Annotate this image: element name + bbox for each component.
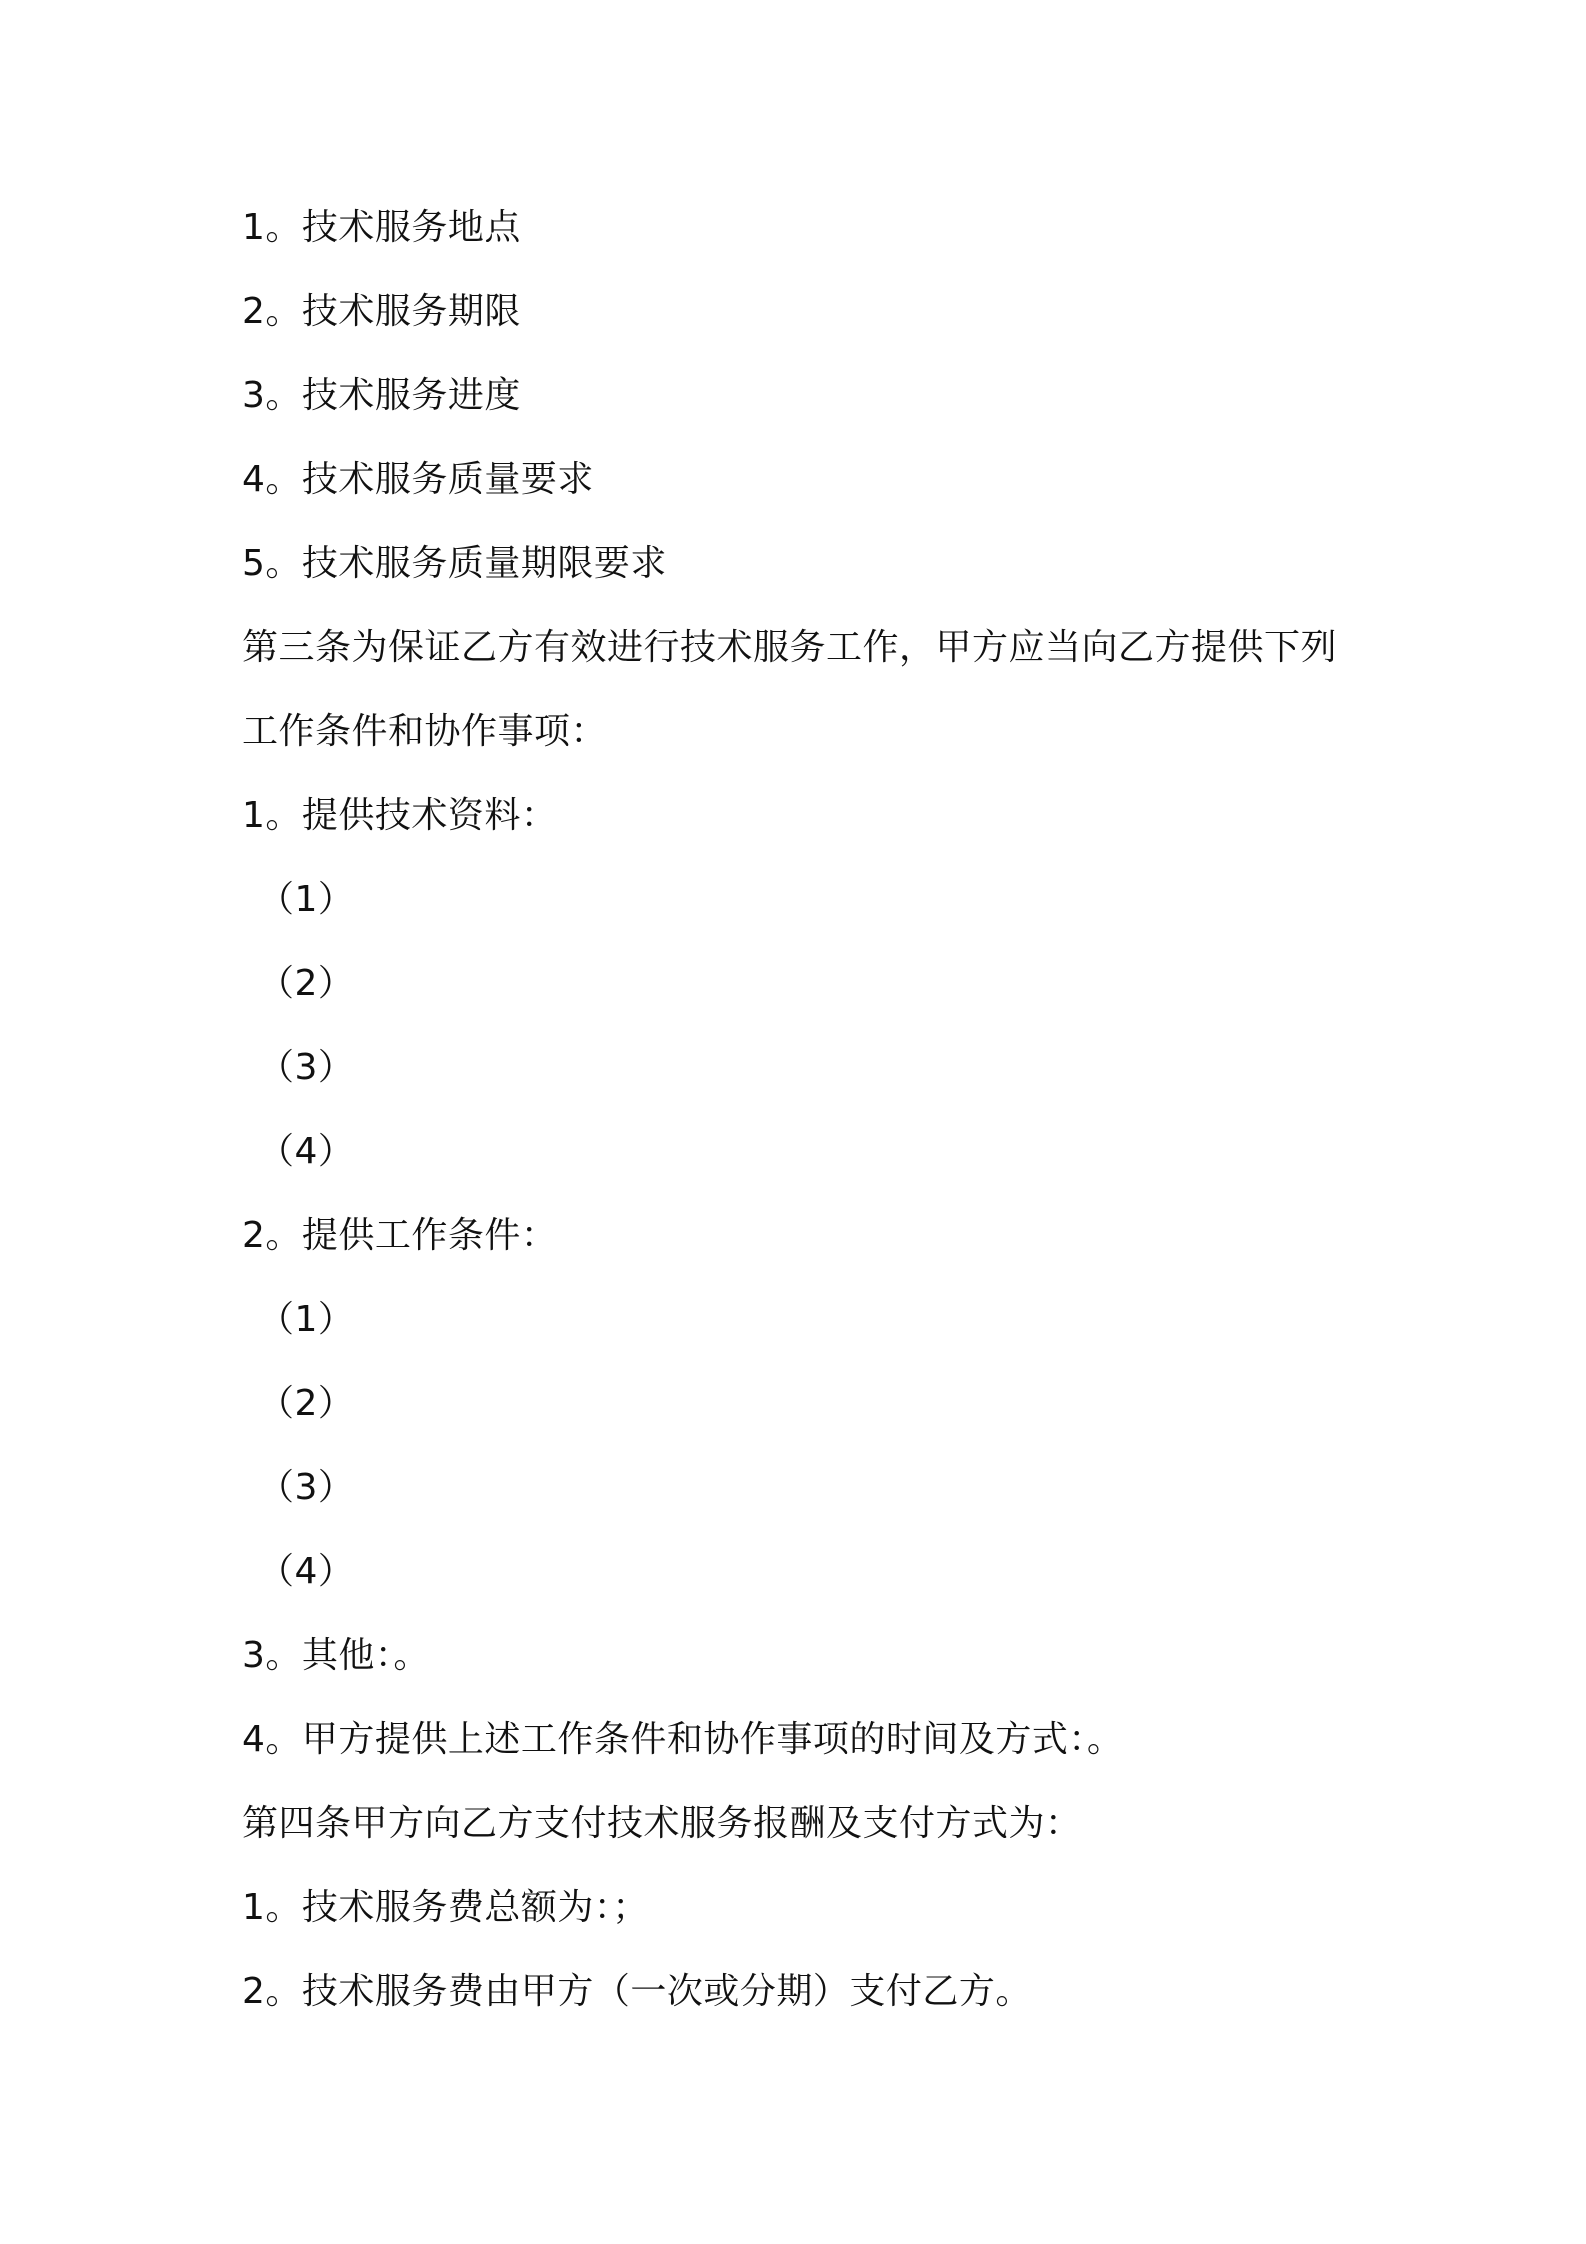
article-four-heading: 第四条甲方向乙方支付技术服务报酬及支付方式为：	[242, 1803, 1082, 1844]
item-other: 3。其他：。	[242, 1635, 430, 1676]
conditions-sub-4: （4）	[258, 1551, 355, 1592]
materials-sub-4: （4）	[258, 1131, 355, 1172]
materials-sub-3: （3）	[258, 1047, 355, 1088]
conditions-sub-1: （1）	[258, 1299, 355, 1340]
conditions-sub-2: （2）	[258, 1383, 355, 1424]
article-three-line-1: 第三条为保证乙方有效进行技术服务工作，甲方应当向乙方提供下列	[242, 627, 1338, 668]
item-service-location: 1。技术服务地点	[242, 207, 521, 248]
item-time-and-method: 4。甲方提供上述工作条件和协作事项的时间及方式：。	[242, 1719, 1124, 1760]
materials-sub-1: （1）	[258, 879, 355, 920]
item-service-progress: 3。技术服务进度	[242, 375, 521, 416]
item-service-quality-period: 5。技术服务质量期限要求	[242, 543, 667, 584]
item-provide-conditions: 2。提供工作条件：	[242, 1215, 558, 1256]
article-three-line-2: 工作条件和协作事项：	[242, 711, 608, 752]
item-service-quality: 4。技术服务质量要求	[242, 459, 594, 500]
conditions-sub-3: （3）	[258, 1467, 355, 1508]
materials-sub-2: （2）	[258, 963, 355, 1004]
item-fee-payment: 2。技术服务费由甲方（一次或分期）支付乙方。	[242, 1971, 1032, 2012]
item-provide-materials: 1。提供技术资料：	[242, 795, 558, 836]
item-service-period: 2。技术服务期限	[242, 291, 521, 332]
item-fee-total: 1。技术服务费总额为：；	[242, 1887, 649, 1928]
